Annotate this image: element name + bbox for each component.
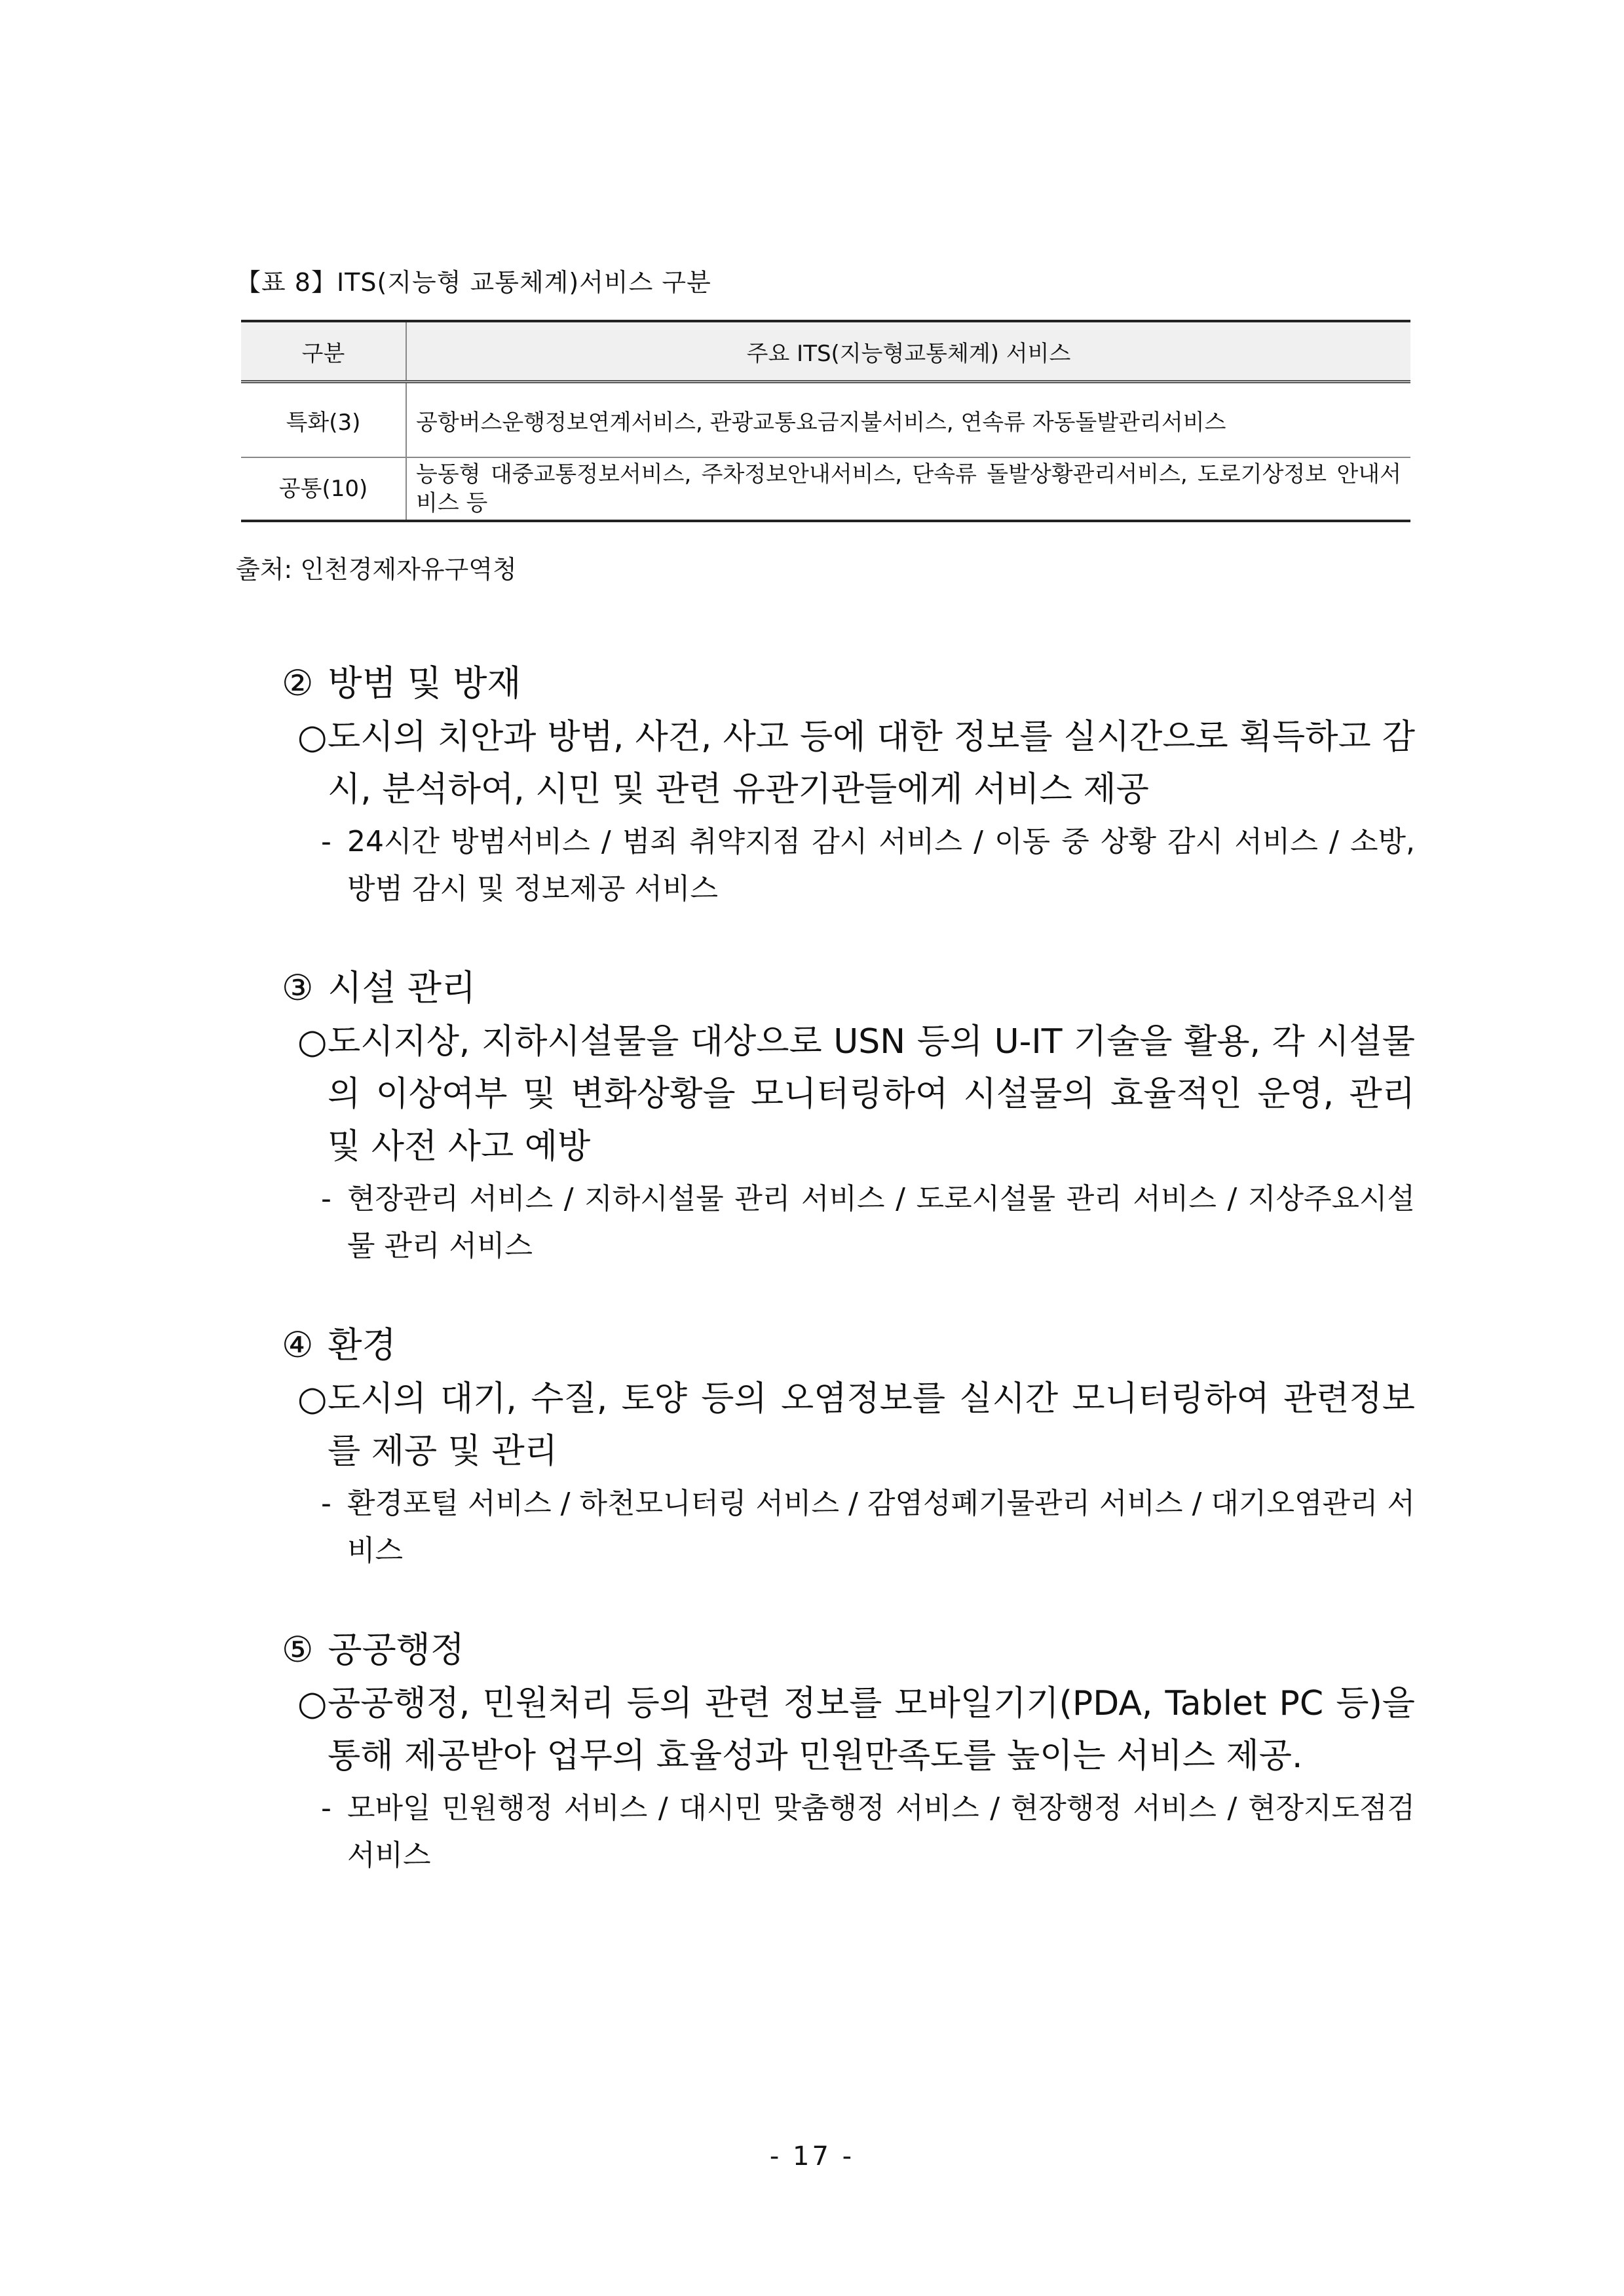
section-public-administration xyxy=(282,1622,1415,1879)
section-title-text: 방범 및 방재 xyxy=(328,662,521,704)
section-title-text: 시설 관리 xyxy=(328,967,476,1008)
section-number: ⑤ xyxy=(282,1629,314,1670)
dash-bullet-icon: - xyxy=(321,1182,331,1215)
detail-text: 모바일 민원행정 서비스 / 대시민 맞춤행정 서비스 / 현장행정 서비스 / 현장지도점검 서비스 xyxy=(347,1791,1415,1872)
circle-bullet-icon: ○ xyxy=(297,718,328,757)
section-crime-prevention xyxy=(282,655,1415,913)
circle-bullet-icon: ○ xyxy=(297,1684,328,1723)
bullet-text: 도시의 대기, 수질, 토양 등의 오염정보를 실시간 모니터링하여 관련정보를 제공 및 관리 xyxy=(328,1379,1415,1471)
dash-bullet-icon: - xyxy=(321,825,331,858)
table-header-category: 구분 xyxy=(241,321,406,382)
circle-bullet-icon: ○ xyxy=(297,1022,328,1062)
section-detail xyxy=(282,1176,1415,1270)
circle-bullet-icon: ○ xyxy=(297,1379,328,1419)
section-title-text: 공공행정 xyxy=(328,1629,465,1670)
section-title-text: 환경 xyxy=(328,1324,396,1366)
section-title xyxy=(282,960,1415,1010)
table-caption: 【표 8】ITS(지능형 교통체계)서비스 구분 xyxy=(236,268,711,297)
table-row xyxy=(241,382,1410,458)
table-cell-category: 특화(3) xyxy=(241,382,406,458)
section-title xyxy=(282,1317,1415,1368)
table-header-row xyxy=(241,321,1410,382)
section-detail xyxy=(282,1785,1415,1879)
detail-text: 환경포털 서비스 / 하천모니터링 서비스 / 감염성폐기물관리 서비스 / 대기오염관리 서비스 xyxy=(347,1487,1415,1567)
table-row xyxy=(241,457,1410,521)
section-number: ③ xyxy=(282,967,314,1008)
table-cell-services: 공항버스운행정보연계서비스, 관광교통요금지불서비스, 연속류 자동돌발관리서비스 xyxy=(406,382,1410,458)
detail-text: 현장관리 서비스 / 지하시설물 관리 서비스 / 도로시설물 관리 서비스 / 지상주요시설물 관리 서비스 xyxy=(347,1182,1415,1263)
section-bullet xyxy=(282,711,1415,816)
detail-text: 24시간 방범서비스 / 범죄 취약지점 감시 서비스 / 이동 중 상황 감시 서비스 / 소방, 방범 감시 및 정보제공 서비스 xyxy=(347,825,1415,906)
section-number: ④ xyxy=(282,1324,314,1366)
dash-bullet-icon: - xyxy=(321,1487,331,1520)
section-number: ② xyxy=(282,662,314,704)
section-detail xyxy=(282,818,1415,913)
its-services-table xyxy=(241,320,1410,522)
table-cell-category: 공통(10) xyxy=(241,457,406,521)
bullet-text: 도시의 치안과 방범, 사건, 사고 등에 대한 정보를 실시간으로 획득하고 감시, 분석하여, 시민 및 관련 유관기관들에게 서비스 제공 xyxy=(328,718,1415,809)
section-title xyxy=(282,1622,1415,1672)
table-source: 출처: 인천경제자유구역청 xyxy=(236,555,517,584)
section-title xyxy=(282,655,1415,706)
section-bullet xyxy=(282,1677,1415,1782)
section-facility-management xyxy=(282,960,1415,1270)
section-bullet xyxy=(282,1373,1415,1478)
section-environment xyxy=(282,1317,1415,1575)
dash-bullet-icon: - xyxy=(321,1791,331,1825)
table-header-services: 주요 ITS(지능형교통체계) 서비스 xyxy=(406,321,1410,382)
section-bullet xyxy=(282,1016,1415,1173)
page-number: - 17 - xyxy=(769,2141,855,2172)
section-detail xyxy=(282,1480,1415,1575)
bullet-text: 공공행정, 민원처리 등의 관련 정보를 모바일기기(PDA, Tablet PC 등)을 통해 제공받아 업무의 효율성과 민원만족도를 높이는 서비스 제공. xyxy=(328,1684,1415,1776)
table-cell-services: 능동형 대중교통정보서비스, 주차정보안내서비스, 단속류 돌발상황관리서비스, 도로기상정보 안내서비스 등 xyxy=(406,457,1410,521)
bullet-text: 도시지상, 지하시설물을 대상으로 USN 등의 U-IT 기술을 활용, 각 시설물의 이상여부 및 변화상황을 모니터링하여 시설물의 효율적인 운영, 관리 및 사전 사고 예방 xyxy=(328,1022,1415,1166)
